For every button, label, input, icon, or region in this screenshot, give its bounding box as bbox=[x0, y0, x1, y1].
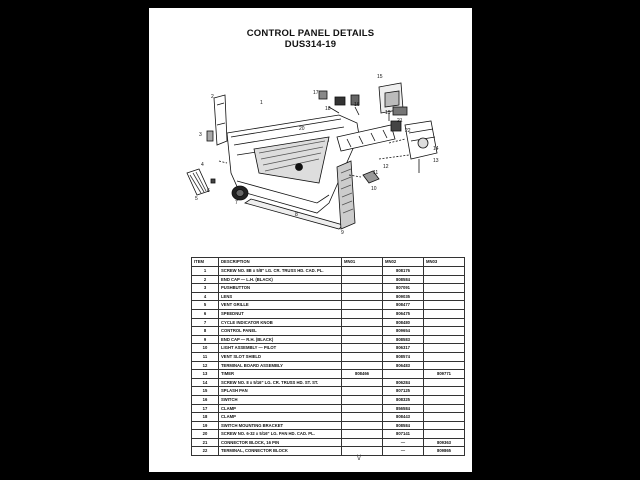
cell-mn03 bbox=[424, 309, 465, 318]
callout-18: 18 bbox=[325, 106, 331, 112]
cell-item: 10 bbox=[192, 344, 219, 353]
callout-10: 10 bbox=[371, 186, 377, 192]
cell-item: 4 bbox=[192, 292, 219, 301]
cell-mn03 bbox=[424, 378, 465, 387]
cell-mn03 bbox=[424, 284, 465, 293]
callout-6: 6 bbox=[207, 188, 210, 194]
cell-mn01 bbox=[342, 361, 383, 370]
callout-2: 2 bbox=[211, 94, 214, 100]
header-item: ITEM bbox=[192, 258, 219, 267]
cell-mn01 bbox=[342, 395, 383, 404]
cell-mn02: 808584 bbox=[383, 421, 424, 430]
cell-mn03 bbox=[424, 344, 465, 353]
cell-item: 7 bbox=[192, 318, 219, 327]
cell-item: 14 bbox=[192, 378, 219, 387]
cell-item: 3 bbox=[192, 284, 219, 293]
cell-mn01 bbox=[342, 404, 383, 413]
cell-mn01 bbox=[342, 447, 383, 456]
callout-7: 7 bbox=[235, 200, 238, 206]
cell-description: SCREW NO. 8 x 5/16" LG. CR. TRUSS HD. ST. ST. bbox=[219, 378, 342, 387]
cell-mn02: 808443 bbox=[383, 413, 424, 422]
cell-item: 6 bbox=[192, 309, 219, 318]
cell-item: 1 bbox=[192, 267, 219, 276]
cell-mn01 bbox=[342, 413, 383, 422]
cell-item: 21 bbox=[192, 438, 219, 447]
cell-mn02: — bbox=[383, 447, 424, 456]
cell-item: 17 bbox=[192, 404, 219, 413]
cell-mn02: 806317 bbox=[383, 344, 424, 353]
callout-9: 9 bbox=[341, 230, 344, 236]
cell-mn01 bbox=[342, 284, 383, 293]
cell-description: CONNECTOR BLOCK, 16 PIN bbox=[219, 438, 342, 447]
cell-item: 12 bbox=[192, 361, 219, 370]
cell-mn01 bbox=[342, 275, 383, 284]
cell-mn01 bbox=[342, 335, 383, 344]
table-row bbox=[192, 344, 465, 353]
cell-item: 16 bbox=[192, 395, 219, 404]
header-mn01: MN01 bbox=[342, 258, 383, 267]
cell-mn01 bbox=[342, 344, 383, 353]
header-description: DESCRIPTION bbox=[219, 258, 342, 267]
cell-mn03 bbox=[424, 395, 465, 404]
cell-description: CLAMP bbox=[219, 413, 342, 422]
cell-mn02 bbox=[383, 370, 424, 379]
cell-item: 15 bbox=[192, 387, 219, 396]
table-row bbox=[192, 267, 465, 276]
cell-description: SWITCH MOUNTING BRACKET bbox=[219, 421, 342, 430]
cell-item: 2 bbox=[192, 275, 219, 284]
callout-17: 17 bbox=[313, 90, 319, 96]
cell-mn03 bbox=[424, 421, 465, 430]
cell-description: TERMINAL, CONNECTOR BLOCK bbox=[219, 447, 342, 456]
table-row bbox=[192, 387, 465, 396]
table-row bbox=[192, 404, 465, 413]
table-row bbox=[192, 430, 465, 439]
cell-description: SCREW NO. 6-32 x 5/16" LG. PAN HD. CAD. PL. bbox=[219, 430, 342, 439]
cell-mn01 bbox=[342, 292, 383, 301]
cell-mn02: 806475 bbox=[383, 309, 424, 318]
cell-mn02: 807091 bbox=[383, 284, 424, 293]
cell-item: 11 bbox=[192, 352, 219, 361]
callout-4: 4 bbox=[201, 162, 204, 168]
cell-description: END CAP — L.H. (BLACK) bbox=[219, 275, 342, 284]
cell-mn03 bbox=[424, 387, 465, 396]
callout-5: 5 bbox=[195, 196, 198, 202]
cell-description: LENS bbox=[219, 292, 342, 301]
cell-description: CONTROL PANEL bbox=[219, 327, 342, 336]
cell-mn03 bbox=[424, 275, 465, 284]
cell-mn03 bbox=[424, 335, 465, 344]
cell-mn02: 806284 bbox=[383, 378, 424, 387]
cell-item: 8 bbox=[192, 327, 219, 336]
document-title: CONTROL PANEL DETAILS bbox=[246, 28, 375, 39]
cell-item: 19 bbox=[192, 421, 219, 430]
cell-item: 20 bbox=[192, 430, 219, 439]
callout-20: 20 bbox=[299, 126, 305, 132]
cell-description: VENT GRILLE bbox=[219, 301, 342, 310]
cell-item: 13 bbox=[192, 370, 219, 379]
cell-mn03 bbox=[424, 327, 465, 336]
cell-description: END CAP — R.H. (BLACK) bbox=[219, 335, 342, 344]
table-row bbox=[192, 378, 465, 387]
table-row bbox=[192, 438, 465, 447]
cell-item: 5 bbox=[192, 301, 219, 310]
table-header-row bbox=[192, 258, 465, 267]
cell-mn02: 808584 bbox=[383, 275, 424, 284]
cell-mn02: 809035 bbox=[383, 292, 424, 301]
cell-description: LIGHT ASSEMBLY — PILOT bbox=[219, 344, 342, 353]
table-row bbox=[192, 413, 465, 422]
table-row bbox=[192, 309, 465, 318]
cell-description: CLAMP bbox=[219, 404, 342, 413]
cell-mn01 bbox=[342, 327, 383, 336]
table-row bbox=[192, 318, 465, 327]
cell-mn02: 808176 bbox=[383, 267, 424, 276]
cell-mn03 bbox=[424, 352, 465, 361]
callout-19: 19 bbox=[385, 110, 391, 116]
table-row bbox=[192, 284, 465, 293]
cell-mn03 bbox=[424, 301, 465, 310]
callout-22: 22 bbox=[405, 128, 411, 134]
cell-description: TIMER bbox=[219, 370, 342, 379]
cell-mn02: — bbox=[383, 438, 424, 447]
cell-mn01 bbox=[342, 352, 383, 361]
cell-mn02: 808477 bbox=[383, 301, 424, 310]
table-row bbox=[192, 421, 465, 430]
model-number: DUS314-19 bbox=[284, 39, 337, 50]
cell-mn01 bbox=[342, 387, 383, 396]
cell-mn02: 809654 bbox=[383, 327, 424, 336]
cell-mn02: 808574 bbox=[383, 352, 424, 361]
cell-description: PUSHBUTTON bbox=[219, 284, 342, 293]
callout-12: 12 bbox=[383, 164, 389, 170]
cell-mn02: 807125 bbox=[383, 387, 424, 396]
callout-1: 1 bbox=[260, 100, 263, 106]
cell-item: 18 bbox=[192, 413, 219, 422]
cell-mn01 bbox=[342, 438, 383, 447]
parts-table-body bbox=[192, 267, 465, 456]
callout-16: 16 bbox=[354, 102, 360, 108]
cell-description: SCREW NO. 8B x 5/8" LG. CR. TRUSS HD. CAD. PL. bbox=[219, 267, 342, 276]
cell-item: 22 bbox=[192, 447, 219, 456]
cell-description: SPLASH PAN bbox=[219, 387, 342, 396]
end-cap-left-part bbox=[214, 95, 227, 145]
table-row bbox=[192, 292, 465, 301]
cell-description: TERMINAL BOARD ASSEMBLY bbox=[219, 361, 342, 370]
cell-item: 9 bbox=[192, 335, 219, 344]
cell-mn03 bbox=[424, 430, 465, 439]
cell-mn02: 807141 bbox=[383, 430, 424, 439]
cell-mn03 bbox=[424, 404, 465, 413]
cell-mn03 bbox=[424, 361, 465, 370]
table-row bbox=[192, 370, 465, 379]
cell-mn02: 806483 bbox=[383, 361, 424, 370]
header-mn02: MN02 bbox=[383, 258, 424, 267]
callout-21: 21 bbox=[397, 118, 403, 124]
cell-mn01: 808466 bbox=[342, 370, 383, 379]
cell-mn03: 809771 bbox=[424, 370, 465, 379]
parts-sheet bbox=[149, 8, 472, 472]
cell-mn01 bbox=[342, 378, 383, 387]
cell-description: SPEEDNUT bbox=[219, 309, 342, 318]
callout-15: 15 bbox=[377, 74, 383, 80]
cell-description: SWITCH bbox=[219, 395, 342, 404]
table-row bbox=[192, 447, 465, 456]
cell-mn03: 809363 bbox=[424, 438, 465, 447]
cell-description: VENT SLOT SHIELD bbox=[219, 352, 342, 361]
parts-table bbox=[191, 257, 465, 456]
cell-mn02: 856584 bbox=[383, 404, 424, 413]
table-row bbox=[192, 301, 465, 310]
callout-3: 3 bbox=[199, 132, 202, 138]
cell-mn01 bbox=[342, 430, 383, 439]
header-mn03: MN03 bbox=[424, 258, 465, 267]
cell-mn03 bbox=[424, 267, 465, 276]
cell-mn02: 808583 bbox=[383, 335, 424, 344]
callout-14: 14 bbox=[433, 146, 439, 152]
callout-11: 11 bbox=[373, 170, 379, 176]
cell-mn03 bbox=[424, 413, 465, 422]
cell-mn01 bbox=[342, 318, 383, 327]
cell-mn03: 809865 bbox=[424, 447, 465, 456]
cell-mn02: 808325 bbox=[383, 395, 424, 404]
cell-mn01 bbox=[342, 309, 383, 318]
cell-mn01 bbox=[342, 267, 383, 276]
cell-mn03 bbox=[424, 292, 465, 301]
cell-description: CYCLE INDICATOR KNOB bbox=[219, 318, 342, 327]
table-row bbox=[192, 275, 465, 284]
table-row bbox=[192, 395, 465, 404]
cell-mn01 bbox=[342, 421, 383, 430]
table-row bbox=[192, 335, 465, 344]
cell-mn03 bbox=[424, 318, 465, 327]
cell-mn02: 808480 bbox=[383, 318, 424, 327]
callout-13: 13 bbox=[433, 158, 439, 164]
cell-mn01 bbox=[342, 301, 383, 310]
callout-8: 8 bbox=[295, 212, 298, 218]
table-row bbox=[192, 361, 465, 370]
footer-mark: \/ bbox=[357, 455, 361, 462]
table-row bbox=[192, 327, 465, 336]
table-row bbox=[192, 352, 465, 361]
